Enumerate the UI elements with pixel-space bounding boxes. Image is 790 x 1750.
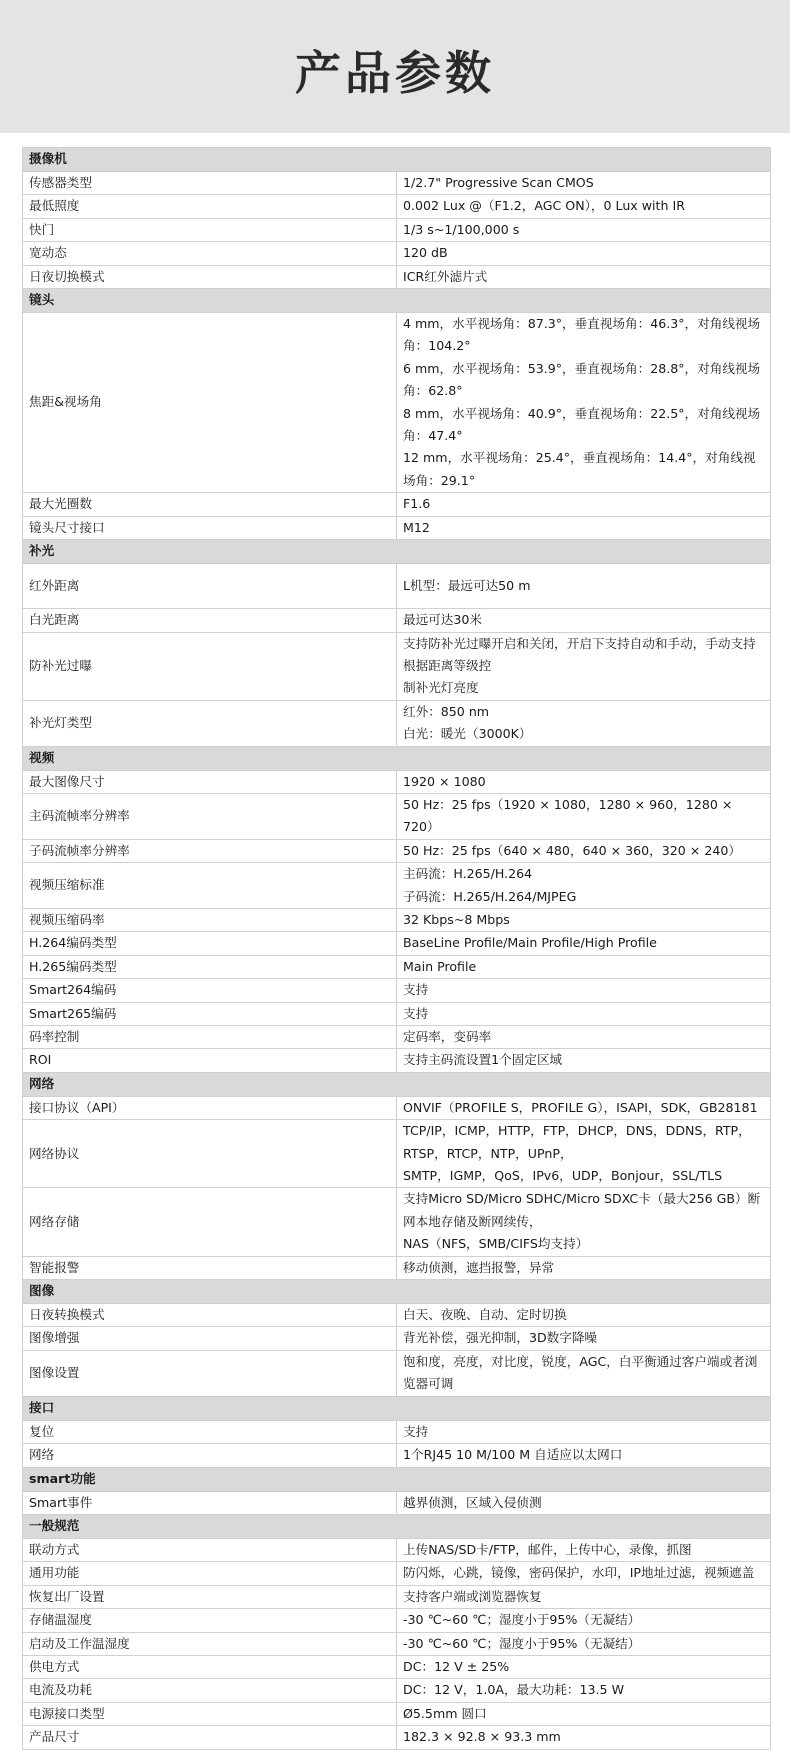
- spec-key: 防补光过曝: [23, 632, 397, 700]
- spec-key: 主码流帧率分辨率: [23, 793, 397, 839]
- spec-row: [23, 1726, 771, 1749]
- spec-row: [23, 1304, 771, 1327]
- spec-key: 白光距离: [23, 609, 397, 632]
- spec-value-line: NAS（NFS，SMB/CIFS均支持）: [403, 1236, 589, 1252]
- spec-value-line: 主码流：H.265/H.264: [403, 866, 533, 882]
- spec-row: [23, 1002, 771, 1025]
- spec-value-line: 上传NAS/SD卡/FTP，邮件，上传中心，录像，抓图: [403, 1541, 692, 1557]
- spec-row: [23, 172, 771, 195]
- spec-value: [397, 242, 771, 265]
- spec-key: Smart265编码: [23, 1002, 397, 1025]
- spec-row: [23, 493, 771, 516]
- spec-key: 图像设置: [23, 1350, 397, 1396]
- spec-key: 子码流帧率分辨率: [23, 839, 397, 862]
- spec-key: Smart事件: [23, 1491, 397, 1514]
- spec-key: 视频压缩码率: [23, 908, 397, 931]
- spec-row: [23, 242, 771, 265]
- spec-row: [23, 1420, 771, 1443]
- spec-value-line: 1/2.7" Progressive Scan CMOS: [403, 175, 594, 190]
- spec-row: [23, 313, 771, 493]
- spec-value-line: 制补光灯亮度: [403, 680, 479, 696]
- spec-value-line: Main Profile: [403, 958, 477, 974]
- spec-value-line: DC：12 V ± 25%: [403, 1658, 510, 1674]
- spec-value: [397, 1096, 771, 1119]
- spec-row: [23, 1120, 771, 1188]
- section-title: smart功能: [23, 1467, 771, 1491]
- spec-row: [23, 863, 771, 909]
- section-header: [23, 148, 771, 172]
- spec-value-line: 白天、夜晚、自动、定时切换: [403, 1307, 567, 1323]
- spec-value-line: 4 mm，水平视场角：87.3°，垂直视场角：46.3°，对角线视场角：104.2°: [403, 316, 761, 354]
- section-title: 补光: [23, 540, 771, 564]
- spec-row: [23, 793, 771, 839]
- spec-row: [23, 700, 771, 746]
- spec-value: [397, 1726, 771, 1749]
- spec-key: 宽动态: [23, 242, 397, 265]
- spec-key: 网络协议: [23, 1120, 397, 1188]
- spec-row: [23, 1562, 771, 1585]
- spec-row: [23, 1350, 771, 1396]
- spec-row: [23, 1327, 771, 1350]
- spec-value-line: 120 dB: [403, 245, 448, 261]
- section-header: [23, 1514, 771, 1538]
- spec-value-line: 1个RJ45 10 M/100 M 自适应以太网口: [403, 1447, 623, 1463]
- spec-row: [23, 609, 771, 632]
- spec-value-line: 8 mm，水平视场角：40.9°，垂直视场角：22.5°，对角线视场角：47.4°: [403, 405, 761, 444]
- spec-value: [397, 932, 771, 955]
- section-title: 一般规范: [23, 1514, 771, 1538]
- spec-value-line: 越界侦测，区域入侵侦测: [403, 1494, 542, 1510]
- spec-key: 电流及功耗: [23, 1679, 397, 1702]
- spec-value: [397, 1702, 771, 1725]
- spec-value: [397, 1350, 771, 1396]
- spec-key: 电源接口类型: [23, 1702, 397, 1725]
- spec-value-line: 支持: [403, 982, 429, 998]
- section-title: 摄像机: [23, 148, 771, 172]
- spec-key: 产品尺寸: [23, 1726, 397, 1749]
- spec-value-line: Ø5.5mm 圆口: [403, 1705, 487, 1721]
- spec-row: [23, 979, 771, 1002]
- spec-value-line: 支持: [403, 1423, 429, 1439]
- spec-key: 联动方式: [23, 1538, 397, 1561]
- spec-key: 存储温湿度: [23, 1609, 397, 1632]
- spec-row: [23, 1609, 771, 1632]
- spec-key: 最大图像尺寸: [23, 770, 397, 793]
- spec-key: 最低照度: [23, 195, 397, 218]
- spec-row: [23, 955, 771, 978]
- spec-value: [397, 1655, 771, 1678]
- spec-row: [23, 1188, 771, 1256]
- spec-key: H.265编码类型: [23, 955, 397, 978]
- spec-value: [397, 1491, 771, 1514]
- spec-value-line: 6 mm，水平视场角：53.9°，垂直视场角：28.8°，对角线视场角：62.8°: [403, 360, 761, 399]
- spec-key: 日夜切换模式: [23, 265, 397, 288]
- title-banner: [0, 0, 790, 133]
- spec-key: 视频压缩标准: [23, 863, 397, 909]
- spec-row: [23, 1702, 771, 1725]
- spec-row: [23, 195, 771, 218]
- spec-value: [397, 609, 771, 632]
- spec-row: [23, 908, 771, 931]
- spec-value: [397, 793, 771, 839]
- spec-key: 供电方式: [23, 1655, 397, 1678]
- spec-value-line: BaseLine Profile/Main Profile/High Profile: [403, 935, 657, 951]
- section-header: [23, 1467, 771, 1491]
- spec-value-line: 最远可达30米: [403, 612, 482, 628]
- spec-value: [397, 1538, 771, 1561]
- spec-row: [23, 1632, 771, 1655]
- spec-value-line: 182.3 × 92.8 × 93.3 mm: [403, 1729, 561, 1745]
- spec-value: [397, 863, 771, 909]
- spec-value: [397, 700, 771, 746]
- spec-value: [397, 1609, 771, 1632]
- spec-value-line: L机型：最远可达50 m: [403, 577, 531, 593]
- section-header: [23, 540, 771, 564]
- spec-value: [397, 908, 771, 931]
- spec-value-line: 背光补偿，强光抑制，3D数字降噪: [403, 1330, 598, 1346]
- page-title: 产品参数: [295, 45, 495, 100]
- spec-value: [397, 1120, 771, 1188]
- spec-row: [23, 1491, 771, 1514]
- section-title: 接口: [23, 1396, 771, 1420]
- section-title: 镜头: [23, 289, 771, 313]
- spec-row: [23, 564, 771, 609]
- spec-value: [397, 955, 771, 978]
- spec-value: [397, 1420, 771, 1443]
- spec-value-line: 支持: [403, 1005, 429, 1021]
- section-header: [23, 1396, 771, 1420]
- spec-key: 红外距离: [23, 564, 397, 609]
- spec-value-line: 饱和度，亮度，对比度，锐度，AGC，白平衡通过客户端或者浏览器可调: [403, 1353, 758, 1392]
- spec-key: 码率控制: [23, 1026, 397, 1049]
- spec-value: [397, 265, 771, 288]
- spec-row: [23, 1679, 771, 1702]
- spec-row: [23, 1585, 771, 1608]
- spec-value-line: F1.6: [403, 496, 431, 512]
- spec-key: 接口协议（API）: [23, 1096, 397, 1119]
- spec-value-line: 50 Hz：25 fps（640 × 480，640 × 360，320 × 240）: [403, 842, 741, 858]
- spec-value-line: 1920 × 1080: [403, 773, 486, 789]
- spec-value-line: 支持主码流设置1个固定区域: [403, 1052, 563, 1068]
- spec-value: [397, 1679, 771, 1702]
- spec-key: 镜头尺寸接口: [23, 516, 397, 539]
- spec-value-line: 支持Micro SD/Micro SDHC/Micro SDXC卡（最大256 GB）断网本地存储及断网续传，: [403, 1191, 761, 1229]
- spec-value-line: 防闪烁，心跳，镜像，密码保护，水印，IP地址过滤，视频遮盖: [403, 1565, 755, 1581]
- spec-value: [397, 1049, 771, 1072]
- spec-value-line: 12 mm，水平视场角：25.4°，垂直视场角：14.4°，对角线视场角：29.1°: [403, 450, 756, 488]
- spec-value: [397, 770, 771, 793]
- spec-key: 网络存储: [23, 1188, 397, 1256]
- spec-key: Smart264编码: [23, 979, 397, 1002]
- spec-value: [397, 1444, 771, 1467]
- spec-value-line: ICR红外滤片式: [403, 268, 488, 284]
- spec-key: 网络: [23, 1444, 397, 1467]
- spec-value: [397, 1632, 771, 1655]
- spec-value-line: 50 Hz：25 fps（1920 × 1080，1280 × 960，1280 × 720）: [403, 796, 733, 835]
- spec-key: 传感器类型: [23, 172, 397, 195]
- spec-value-line: M12: [403, 519, 430, 535]
- spec-value-line: TCP/IP，ICMP，HTTP，FTP，DHCP，DNS，DDNS，RTP，RTSP，RTCP，NTP，UPnP，: [403, 1123, 751, 1161]
- spec-key: 图像增强: [23, 1327, 397, 1350]
- spec-value: [397, 632, 771, 700]
- spec-value-line: -30 ℃~60 ℃；湿度小于95%（无凝结）: [403, 1612, 641, 1628]
- spec-value-line: 红外：850 nm: [403, 703, 490, 719]
- spec-row: [23, 839, 771, 862]
- section-title: 图像: [23, 1280, 771, 1304]
- spec-row: [23, 1444, 771, 1467]
- spec-value: [397, 493, 771, 516]
- spec-value-line: 1/3 s~1/100,000 s: [403, 221, 520, 237]
- spec-row: [23, 1096, 771, 1119]
- section-header: [23, 1072, 771, 1096]
- spec-value: [397, 1562, 771, 1585]
- spec-value: [397, 313, 771, 493]
- spec-value: [397, 195, 771, 218]
- spec-table: [22, 147, 771, 1750]
- spec-value: [397, 1585, 771, 1608]
- spec-key: 通用功能: [23, 1562, 397, 1585]
- section-header: [23, 289, 771, 313]
- spec-value-line: 支持客户端或浏览器恢复: [403, 1588, 542, 1604]
- spec-key: 最大光圈数: [23, 493, 397, 516]
- spec-value: [397, 979, 771, 1002]
- spec-key: 快门: [23, 218, 397, 241]
- spec-value: [397, 1256, 771, 1279]
- spec-row: [23, 1049, 771, 1072]
- spec-value-line: -30 ℃~60 ℃；湿度小于95%（无凝结）: [403, 1635, 641, 1651]
- section-header: [23, 746, 771, 770]
- spec-value: [397, 516, 771, 539]
- spec-key: 复位: [23, 1420, 397, 1443]
- section-header: [23, 1280, 771, 1304]
- spec-key: 焦距&视场角: [23, 313, 397, 493]
- spec-value: [397, 1327, 771, 1350]
- section-title: 视频: [23, 746, 771, 770]
- spec-row: [23, 218, 771, 241]
- spec-value-line: 0.002 Lux @（F1.2，AGC ON），0 Lux with IR: [403, 198, 685, 214]
- spec-value: [397, 564, 771, 609]
- spec-row: [23, 1538, 771, 1561]
- spec-value-line: 子码流：H.265/H.264/MJPEG: [403, 888, 577, 904]
- spec-row: [23, 1026, 771, 1049]
- spec-value: [397, 839, 771, 862]
- spec-value-line: 支持防补光过曝开启和关闭，开启下支持自动和手动，手动支持根据距离等级控: [403, 635, 756, 673]
- spec-value-line: ONVIF（PROFILE S，PROFILE G），ISAPI，SDK，GB28181: [403, 1099, 758, 1115]
- spec-value-line: DC：12 V，1.0A，最大功耗：13.5 W: [403, 1682, 625, 1698]
- spec-value-line: SMTP，IGMP，QoS，IPv6，UDP，Bonjour，SSL/TLS: [403, 1168, 723, 1184]
- spec-value-line: 32 Kbps~8 Mbps: [403, 911, 510, 927]
- spec-row: [23, 265, 771, 288]
- spec-key: 恢复出厂设置: [23, 1585, 397, 1608]
- spec-row: [23, 1256, 771, 1279]
- spec-key: ROI: [23, 1049, 397, 1072]
- spec-row: [23, 632, 771, 700]
- spec-value-line: 定码率，变码率: [403, 1029, 492, 1044]
- spec-value-line: 白光：暖光（3000K）: [403, 726, 532, 742]
- spec-key: 日夜转换模式: [23, 1304, 397, 1327]
- spec-value: [397, 1026, 771, 1049]
- spec-value: [397, 172, 771, 195]
- spec-key: 智能报警: [23, 1256, 397, 1279]
- spec-key: 补光灯类型: [23, 700, 397, 746]
- spec-row: [23, 1655, 771, 1678]
- spec-value-line: 移动侦测，遮挡报警，异常: [403, 1259, 555, 1275]
- spec-value: [397, 1188, 771, 1256]
- section-title: 网络: [23, 1072, 771, 1096]
- spec-key: 启动及工作温湿度: [23, 1632, 397, 1655]
- spec-row: [23, 770, 771, 793]
- spec-key: H.264编码类型: [23, 932, 397, 955]
- spec-value: [397, 1002, 771, 1025]
- spec-row: [23, 516, 771, 539]
- spec-value: [397, 218, 771, 241]
- spec-row: [23, 932, 771, 955]
- spec-value: [397, 1304, 771, 1327]
